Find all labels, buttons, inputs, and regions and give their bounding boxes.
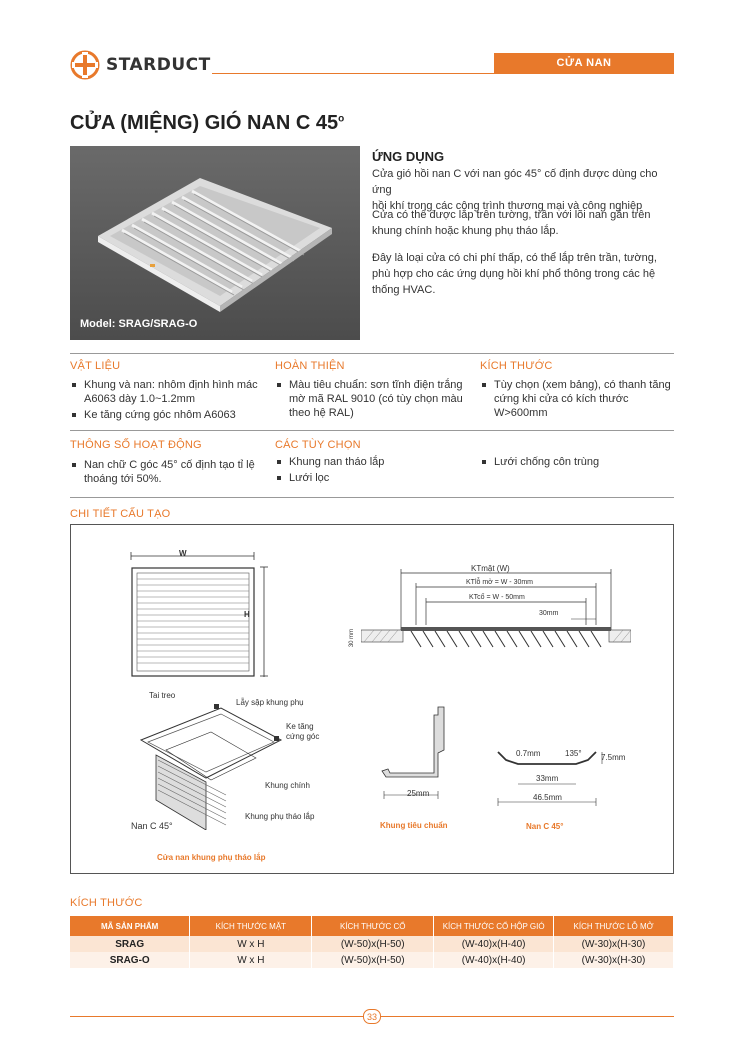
- options-list-2: [480, 455, 675, 471]
- table-cell: (W-30)x(H-30): [554, 936, 674, 952]
- kt-lo-mo-label: KTlỗ mở = W - 30mm: [466, 579, 534, 586]
- blade-angle-label: 135°: [565, 749, 582, 758]
- table-cell: SRAG-O: [70, 952, 190, 968]
- application-paragraph-3: [372, 250, 677, 298]
- detail-label: CHI TIẾT CẤU TẠO: [70, 508, 171, 520]
- table-cell: (W-30)x(H-30): [554, 952, 674, 968]
- application-line: hồi khí trong các công trình thương mại và công nghiệp: [372, 200, 643, 212]
- application-line: Cửa có thể được lắp trên tường, trần với lõi nan gắn trên: [372, 209, 651, 221]
- brand: [70, 50, 211, 80]
- frame-caption: Khung tiêu chuẩn: [380, 821, 448, 830]
- kt-mat-label: KTmặt (W): [471, 564, 510, 573]
- application-line: thống HVAC.: [372, 284, 436, 296]
- blade-width2-label: 46.5mm: [533, 793, 562, 802]
- page-title-text: CỬA (MIỆNG) GIÓ NAN C 45: [70, 112, 339, 134]
- blade-thickness-label: 0.7mm: [516, 749, 541, 758]
- operation-list: [70, 458, 270, 488]
- list-item: Khung và nan: nhôm định hình mác A6063 dày 1.0~1.2mm: [70, 378, 270, 406]
- list-item: Ke tăng cứng góc nhôm A6063: [70, 408, 270, 422]
- table-cell: W x H: [190, 952, 312, 968]
- table-row: [70, 952, 674, 968]
- ke-tang-label: Ke tăng cứng góc: [286, 722, 320, 741]
- table-cell: W x H: [190, 936, 312, 952]
- col-header: KÍCH THƯỚC CỔ HỘP GIÓ: [434, 916, 554, 936]
- table-row: [70, 936, 674, 952]
- kt-co-label: KTcổ = W - 50mm: [469, 594, 525, 601]
- material-list: [70, 378, 270, 424]
- spec-rule-middle: [70, 430, 674, 431]
- front-height-label: H: [244, 610, 250, 619]
- finish-label: HOÀN THIỆN: [275, 360, 345, 372]
- starduct-logo-icon: [70, 50, 100, 80]
- application-line: phù hợp cho các ứng dụng hồi khí phổ thông trong các hệ: [372, 268, 656, 280]
- iso-caption: Cửa nan khung phụ tháo lắp: [157, 853, 266, 862]
- size-list: [480, 378, 675, 422]
- application-line: khung chính hoặc khung phụ tháo lắp.: [372, 225, 559, 237]
- col-header: KÍCH THƯỚC LỖ MỞ: [554, 916, 674, 936]
- section-tab: CỬA NAN: [494, 53, 674, 73]
- table-cell: SRAG: [70, 936, 190, 952]
- nan-c45-label: Nan C 45°: [131, 821, 173, 831]
- blade-height-label: 7.5mm: [601, 753, 626, 762]
- table-cell: (W-40)x(H-40): [434, 936, 554, 952]
- spec-rule-bottom: [70, 497, 674, 498]
- page-number: 33: [363, 1009, 381, 1024]
- col-header: MÃ SẢN PHẨM: [70, 916, 190, 936]
- table-cell: (W-50)x(H-50): [312, 952, 434, 968]
- list-item: Tùy chọn (xem bảng), có thanh tăng cứng khi cửa có kích thước W>600mm: [480, 378, 675, 420]
- list-item: Khung nan tháo lắp: [275, 455, 475, 469]
- table-cell: (W-40)x(H-40): [434, 952, 554, 968]
- application-paragraph-2: [372, 207, 677, 239]
- gap-label: 30mm: [539, 610, 559, 617]
- application-heading: ỨNG DỤNG: [372, 149, 445, 164]
- frame-dim-label: 25mm: [407, 789, 430, 798]
- application-line: Cửa gió hồi nan C với nan góc 45° cố định được dùng cho ứng: [372, 168, 658, 196]
- col-header: KÍCH THƯỚC MẶT: [190, 916, 312, 936]
- tai-treo-label: Tai treo: [149, 691, 176, 700]
- material-label: VẬT LIỆU: [70, 360, 121, 372]
- list-item: Lưới chống côn trùng: [480, 455, 675, 469]
- photo-caption: Model: SRAG/SRAG-O: [80, 318, 198, 330]
- page-title: [70, 112, 344, 135]
- spec-rule-top: [70, 353, 674, 354]
- product-photo: [70, 146, 360, 340]
- depth-label: 30 mm: [349, 628, 356, 648]
- application-line: Đây là loại cửa có chi phí thấp, có thể lắp trên trần, tường,: [372, 252, 657, 264]
- page-title-sup: o: [338, 113, 345, 125]
- list-item: Nan chữ C góc 45° cố định tạo tỉ lệ thoáng tới 50%.: [70, 458, 270, 486]
- khung-phu-label: Khung phụ tháo lắp: [245, 812, 315, 821]
- operation-label: THÔNG SỐ HOẠT ĐỘNG: [70, 439, 202, 451]
- size-label: KÍCH THƯỚC: [480, 360, 553, 372]
- options-list: [275, 455, 475, 487]
- table-label: KÍCH THƯỚC: [70, 897, 143, 909]
- grille-illustration: [70, 146, 360, 340]
- front-view-drawing: [126, 547, 276, 677]
- size-table: [70, 916, 674, 968]
- table-cell: (W-50)x(H-50): [312, 936, 434, 952]
- table-header-row: [70, 916, 674, 936]
- blade-caption: Nan C 45°: [526, 822, 564, 831]
- blade-width1-label: 33mm: [536, 774, 559, 783]
- lay-sap-label: Lẫy sập khung phụ: [236, 698, 304, 707]
- options-label: CÁC TÙY CHỌN: [275, 439, 361, 451]
- khung-chinh-label: Khung chính: [265, 781, 310, 790]
- header-rule: [212, 73, 674, 74]
- col-header: KÍCH THƯỚC CỔ: [312, 916, 434, 936]
- finish-list: [275, 378, 475, 422]
- list-item: Lưới lọc: [275, 471, 475, 485]
- list-item: Màu tiêu chuẩn: sơn tĩnh điện trắng mờ mã RAL 9010 (có tùy chọn màu theo hệ RAL): [275, 378, 475, 420]
- brand-name: STARDUCT: [106, 55, 211, 75]
- isometric-drawing: [126, 690, 326, 830]
- front-width-label: W: [179, 549, 187, 558]
- detail-drawing-box: [70, 524, 674, 874]
